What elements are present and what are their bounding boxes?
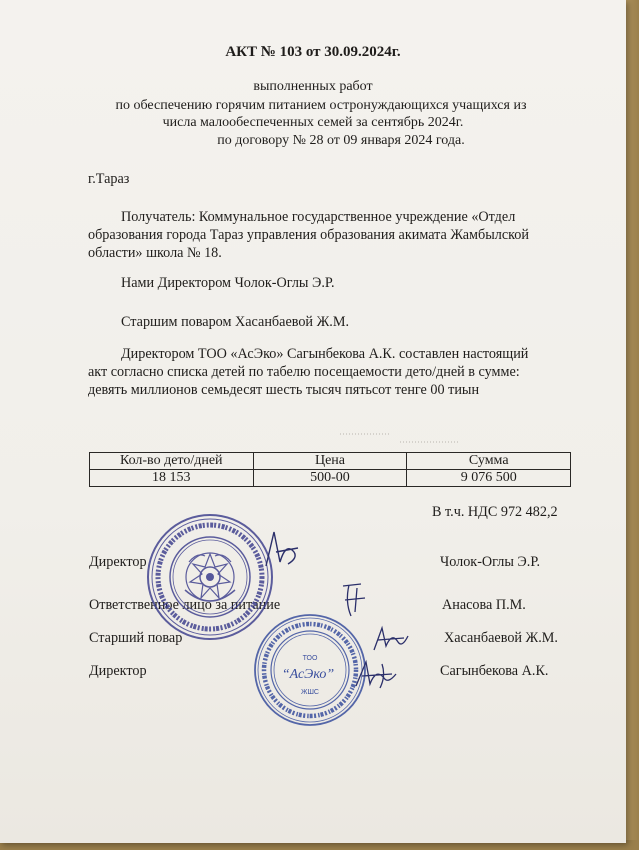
signature-role: Директор — [89, 554, 147, 570]
table-cell: 500-00 — [253, 470, 407, 487]
document-title: АКТ № 103 от 30.09.2024г. — [225, 44, 401, 60]
table-cell: 9 076 500 — [407, 470, 571, 487]
recipient-line-2: образования города Тараз управления образования акимата Жамбылской — [88, 227, 529, 243]
table-header-row — [90, 453, 571, 470]
table-header: Цена — [253, 453, 407, 470]
cook-line: Старшим поваром Хасанбаевой Ж.М. — [121, 314, 349, 330]
act-line-2: акт согласно списка детей по табелю посещаемости дето/дней в сумме: — [88, 364, 520, 380]
table-cell: 18 153 — [90, 470, 254, 487]
vat-line: В т.ч. НДС 972 482,2 — [432, 504, 558, 520]
signature-role: Старший повар — [89, 630, 183, 646]
table-row — [90, 470, 571, 487]
act-line-3: девять миллионов семьдесят шесть тысяч пятьсот тенге 00 тиын — [88, 382, 480, 398]
company-seal-stamp — [252, 612, 368, 728]
director-line: Нами Директором Чолок-Оглы Э.Р. — [121, 275, 335, 291]
signature-name: Чолок-Оглы Э.Р. — [440, 554, 540, 570]
recipient-line-1: Получатель: Коммунальное государственное учреждение «Отдел — [121, 209, 516, 225]
signature-role: Ответственное лицо за питание — [89, 597, 281, 613]
subtitle-line-2: по обеспечению горячим питанием остронуждающихся учащихся из — [115, 98, 527, 113]
signature-director-2 — [352, 656, 402, 692]
signature-name: Сагынбекова А.К. — [440, 663, 549, 679]
table-header: Кол-во дето/дней — [90, 453, 254, 470]
recipient-line-3: области» школа № 18. — [88, 245, 222, 261]
stamp-company-name: “АсЭко” — [281, 667, 335, 682]
signature-name: Анасова П.М. — [442, 597, 526, 613]
summary-table — [89, 452, 571, 487]
signature-responsible — [335, 580, 375, 620]
signature-director-1 — [258, 522, 306, 574]
stamp-org-type: ТОО — [302, 655, 318, 662]
subtitle-line-1: выполненных работ — [253, 79, 373, 94]
act-line-1: Директором ТОО «АсЭко» Сагынбекова А.К. составлен настоящий — [121, 346, 529, 362]
signature-role: Директор — [89, 663, 147, 679]
signature-name: Хасанбаевой Ж.М. — [444, 630, 558, 646]
subtitle-line-3: числа малообеспеченных семей за сентябрь 2024г. — [162, 115, 464, 130]
subtitle-line-4: по договору № 28 от 09 января 2024 года. — [217, 133, 465, 148]
table-header: Сумма — [407, 453, 571, 470]
signature-cook — [370, 622, 414, 656]
bleed-through-marks — [330, 428, 470, 448]
stamp-bottom-text: ЖШС — [301, 689, 319, 696]
city: г.Тараз — [88, 171, 130, 187]
